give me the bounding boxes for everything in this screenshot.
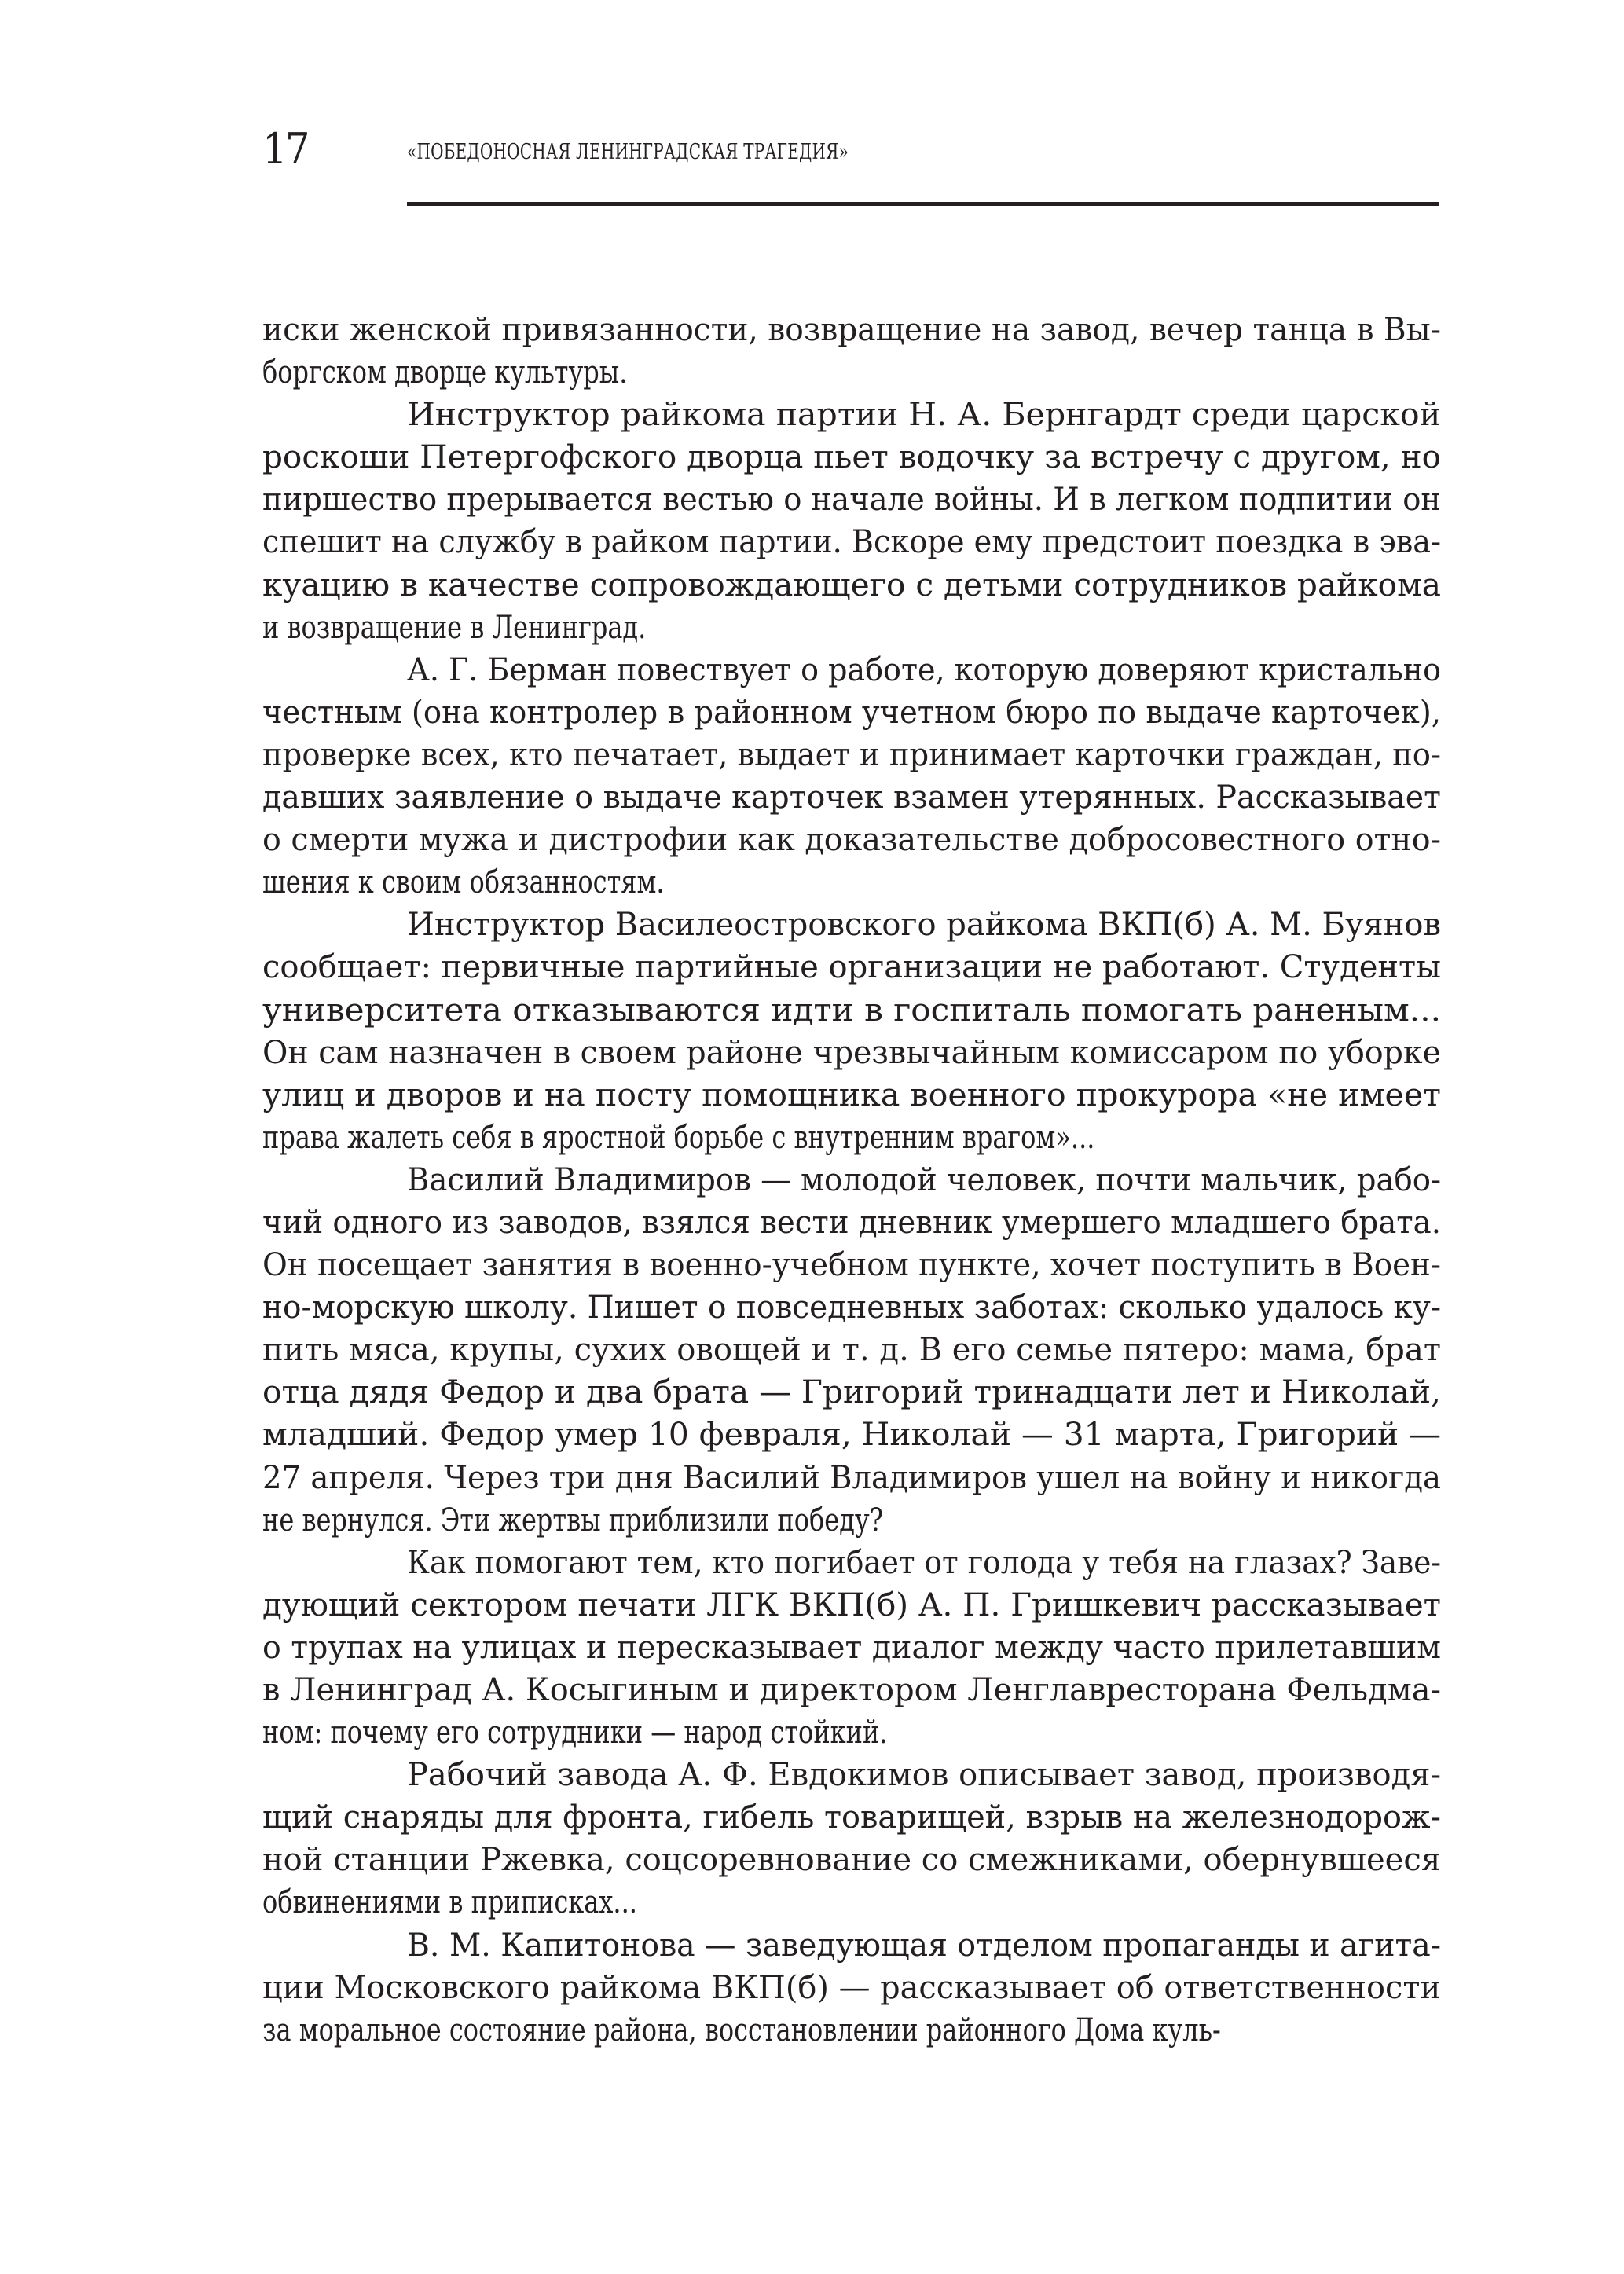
text-line xyxy=(262,649,1441,691)
text-line-content: отца дядя Федор и два брата — Григорий тринадцати лет и Николай, xyxy=(262,1374,1441,1411)
text-line xyxy=(262,1414,1441,1456)
text-line xyxy=(262,1796,1441,1839)
text-line-content: честным (она контролер в районном учетном бюро по выдаче карточек), xyxy=(262,694,1441,731)
text-line xyxy=(262,1711,1441,1754)
text-line-content: ной станции Ржевка, соцсоревнование со смежниками, обернувшееся xyxy=(262,1842,1441,1879)
text-line-content: Он сам назначен в своем районе чрезвычайным комиссаром по уборке xyxy=(262,1034,1441,1071)
text-line xyxy=(262,1117,1441,1159)
paragraph xyxy=(262,309,1441,394)
text-line-content: о смерти мужа и дистрофии как доказательстве добросовестного отно- xyxy=(262,822,1441,859)
text-line-content: ном: почему его сотрудники — народ стойкий. xyxy=(262,1715,888,1751)
text-line-content: А. Г. Берман повествует о работе, которую доверяют кристально xyxy=(407,651,1441,688)
text-line-content: спешит на службу в райком партии. Вскоре ему предстоит поездка в эва- xyxy=(262,524,1441,561)
body-text xyxy=(262,309,1441,2052)
text-line-content: чий одного из заводов, взялся вести дневник умершего младшего брата. xyxy=(262,1204,1441,1241)
text-line-content: и возвращение в Ленинград. xyxy=(262,609,647,646)
text-line xyxy=(262,564,1441,607)
text-line-content: иски женской привязанности, возвращение на завод, вечер танца в Вы- xyxy=(262,312,1441,348)
text-line-content: о трупах на улицах и пересказывает диалог между часто прилетавшим xyxy=(262,1629,1441,1666)
text-line-content: Рабочий завода А. Ф. Евдокимов описывает завод, производя- xyxy=(407,1757,1441,1794)
text-line-content: университета отказываются идти в госпиталь помогать раненым... xyxy=(262,992,1441,1029)
text-line xyxy=(262,1032,1441,1074)
paragraph xyxy=(262,1924,1441,2052)
text-line-content: сообщает: первичные партийные организации не работают. Студенты xyxy=(262,949,1441,986)
text-line-content: в Ленинград А. Косыгиным и директором Ленглавресторана Фельдма- xyxy=(262,1672,1441,1708)
text-line xyxy=(262,861,1441,904)
text-line xyxy=(262,436,1441,479)
text-line xyxy=(262,1881,1441,1924)
text-line xyxy=(262,394,1441,436)
text-line xyxy=(262,607,1441,649)
text-line xyxy=(262,1839,1441,1881)
paragraph xyxy=(262,649,1441,904)
text-line xyxy=(262,1244,1441,1286)
text-line xyxy=(262,521,1441,563)
text-line-content: давших заявление о выдаче карточек взамен утерянных. Рассказывает xyxy=(262,779,1441,816)
text-line-content: но-морскую школу. Пишет о повседневных заботах: сколько удалось ку- xyxy=(262,1289,1441,1326)
text-line xyxy=(262,1074,1441,1117)
text-line-content: 27 апреля. Через три дня Василий Владимиров ушел на войну и никогда xyxy=(262,1459,1441,1496)
text-line xyxy=(262,1286,1441,1329)
text-line-content: дующий сектором печати ЛГК ВКП(б) А. П. Гришкевич рассказывает xyxy=(262,1586,1441,1623)
text-line-content: Василий Владимиров — молодой человек, почти мальчик, рабо- xyxy=(407,1161,1441,1198)
text-line-content: младший. Федор умер 10 февраля, Николай — 31 марта, Григорий — xyxy=(262,1417,1441,1454)
text-line-content: роскоши Петергофского дворца пьет водочку за встречу с другом, но xyxy=(262,439,1442,476)
text-line xyxy=(262,1924,1441,1967)
text-line-content: за моральное состояние района, восстановлении районного Дома куль- xyxy=(262,2012,1221,2048)
text-line xyxy=(262,946,1441,988)
paragraph xyxy=(262,904,1441,1159)
text-line-content: обвинениями в приписках... xyxy=(262,1884,637,1921)
text-line xyxy=(262,351,1441,394)
text-line xyxy=(262,1457,1441,1499)
text-line xyxy=(262,479,1441,521)
paragraph xyxy=(262,1542,1441,1754)
text-line-content: куацию в качестве сопровождающего с детьми сотрудников райкома xyxy=(262,567,1441,603)
page-number: 17 xyxy=(262,124,308,174)
text-line xyxy=(262,2009,1441,2052)
text-line-content: проверке всех, кто печатает, выдает и принимает карточки граждан, по- xyxy=(262,736,1441,773)
text-line xyxy=(262,309,1441,351)
header-rule xyxy=(407,202,1439,206)
text-line-content: ции Московского райкома ВКП(б) — рассказывает об ответственности xyxy=(262,1969,1441,2006)
text-line xyxy=(262,1499,1441,1542)
text-line-content: Он посещает занятия в военно-учебном пункте, хочет поступить в Воен- xyxy=(262,1247,1441,1284)
text-line xyxy=(262,691,1441,734)
text-line-content: права жалеть себя в яростной борьбе с внутренним врагом»... xyxy=(262,1119,1095,1156)
text-line xyxy=(262,819,1441,861)
text-line xyxy=(262,1371,1441,1414)
text-line-content: щий снаряды для фронта, гибель товарищей, взрыв на железнодорож- xyxy=(262,1799,1441,1836)
text-line-content: пить мяса, крупы, сухих овощей и т. д. В его семье пятеро: мама, брат xyxy=(262,1332,1441,1369)
text-line-content: пиршество прерывается вестью о начале войны. И в легком подпитии он xyxy=(262,482,1441,519)
paragraph xyxy=(262,394,1441,649)
text-line-content: боргском дворце культуры. xyxy=(262,354,628,391)
text-line-content: шения к своим обязанностям. xyxy=(262,864,665,901)
text-line xyxy=(262,1159,1441,1201)
text-line xyxy=(262,1669,1441,1711)
text-line xyxy=(262,1754,1441,1796)
text-line-content: Инструктор райкома партии Н. А. Бернгардт среди царской xyxy=(407,397,1441,434)
running-title: «ПОБЕДОНОСНАЯ ЛЕНИНГРАДСКАЯ ТРАГЕДИЯ» xyxy=(407,140,849,164)
text-line xyxy=(262,1201,1441,1244)
text-line xyxy=(262,989,1441,1032)
text-line xyxy=(262,1627,1441,1669)
text-line xyxy=(262,904,1441,946)
text-line-content: Инструктор Василеостровского райкома ВКП(б) А. М. Буянов xyxy=(407,907,1441,944)
text-line xyxy=(262,776,1441,819)
text-line xyxy=(262,1329,1441,1371)
text-line xyxy=(262,1584,1441,1627)
text-line xyxy=(262,734,1441,776)
paragraph xyxy=(262,1754,1441,1924)
text-line-content: Как помогают тем, кто погибает от голода у тебя на глазах? Заве- xyxy=(407,1544,1441,1581)
text-line xyxy=(262,1967,1441,2009)
text-line-content: В. М. Капитонова — заведующая отделом пропаганды и агита- xyxy=(407,1927,1441,1964)
paragraph xyxy=(262,1159,1441,1542)
text-line xyxy=(262,1542,1441,1584)
text-line-content: улиц и дворов и на посту помощника военного прокурора «не имеет xyxy=(262,1076,1441,1113)
text-line-content: не вернулся. Эти жертвы приблизили победу? xyxy=(262,1502,883,1539)
